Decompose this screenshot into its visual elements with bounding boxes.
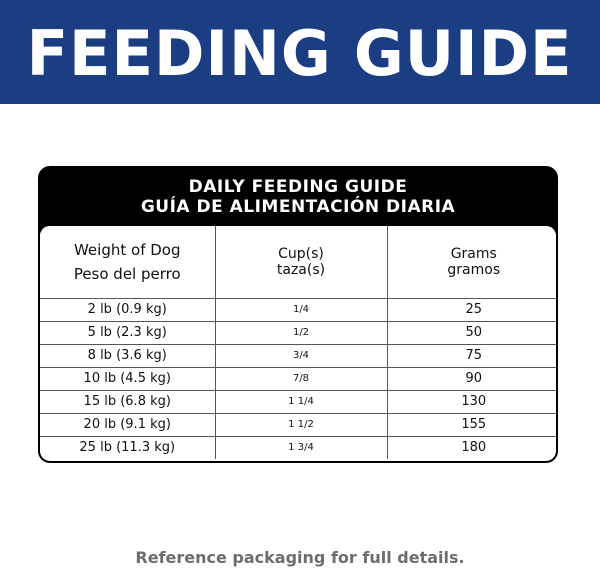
weight-cell: 2 lb (0.9 kg) (40, 298, 215, 321)
weight-cell: 20 lb (9.1 kg) (40, 413, 215, 436)
banner-title: FEEDING GUIDE (27, 17, 573, 90)
column-header-cups (215, 226, 387, 298)
grams-cell: 155 (387, 413, 556, 436)
table-title-es: GUÍA DE ALIMENTACIÓN DIARIA (140, 197, 456, 217)
table-title-en: DAILY FEEDING GUIDE (188, 177, 408, 197)
feeding-table-card (38, 166, 558, 463)
grams-cell: 25 (387, 298, 556, 321)
table-row (40, 367, 556, 390)
table-row (40, 298, 556, 321)
column-header-weight-es: Peso del perro (73, 264, 181, 283)
weight-cell: 25 lb (11.3 kg) (40, 436, 215, 459)
weight-cell: 10 lb (4.5 kg) (40, 367, 215, 390)
column-header-weight-en: Weight of Dog (73, 240, 181, 259)
cup-cell: 1 3/4 (215, 436, 387, 459)
grams-cell: 90 (387, 367, 556, 390)
grams-cell: 50 (387, 321, 556, 344)
column-header-grams-es: gramos (447, 261, 501, 278)
column-header-cups-es: taza(s) (276, 261, 326, 278)
feeding-table (40, 226, 556, 459)
weight-cell: 15 lb (6.8 kg) (40, 390, 215, 413)
table-row (40, 436, 556, 459)
table-header (40, 168, 556, 226)
grams-cell: 180 (387, 436, 556, 459)
grams-cell: 130 (387, 390, 556, 413)
table-row (40, 413, 556, 436)
cup-cell: 7/8 (215, 367, 387, 390)
column-header-cups-en: Cup(s) (278, 245, 324, 262)
cup-cell: 1/4 (215, 298, 387, 321)
footer-note: Reference packaging for full details. (135, 548, 465, 567)
cup-cell: 3/4 (215, 344, 387, 367)
weight-cell: 5 lb (2.3 kg) (40, 321, 215, 344)
banner (0, 0, 600, 104)
column-header-grams (387, 226, 556, 298)
column-header-weight (40, 226, 215, 298)
table-body (40, 226, 556, 461)
cup-cell: 1/2 (215, 321, 387, 344)
table-row (40, 344, 556, 367)
grams-cell: 75 (387, 344, 556, 367)
cup-cell: 1 1/2 (215, 413, 387, 436)
weight-cell: 8 lb (3.6 kg) (40, 344, 215, 367)
column-header-grams-en: Grams (450, 245, 497, 262)
cup-cell: 1 1/4 (215, 390, 387, 413)
table-header-row (40, 226, 556, 298)
table-row (40, 321, 556, 344)
table-row (40, 390, 556, 413)
